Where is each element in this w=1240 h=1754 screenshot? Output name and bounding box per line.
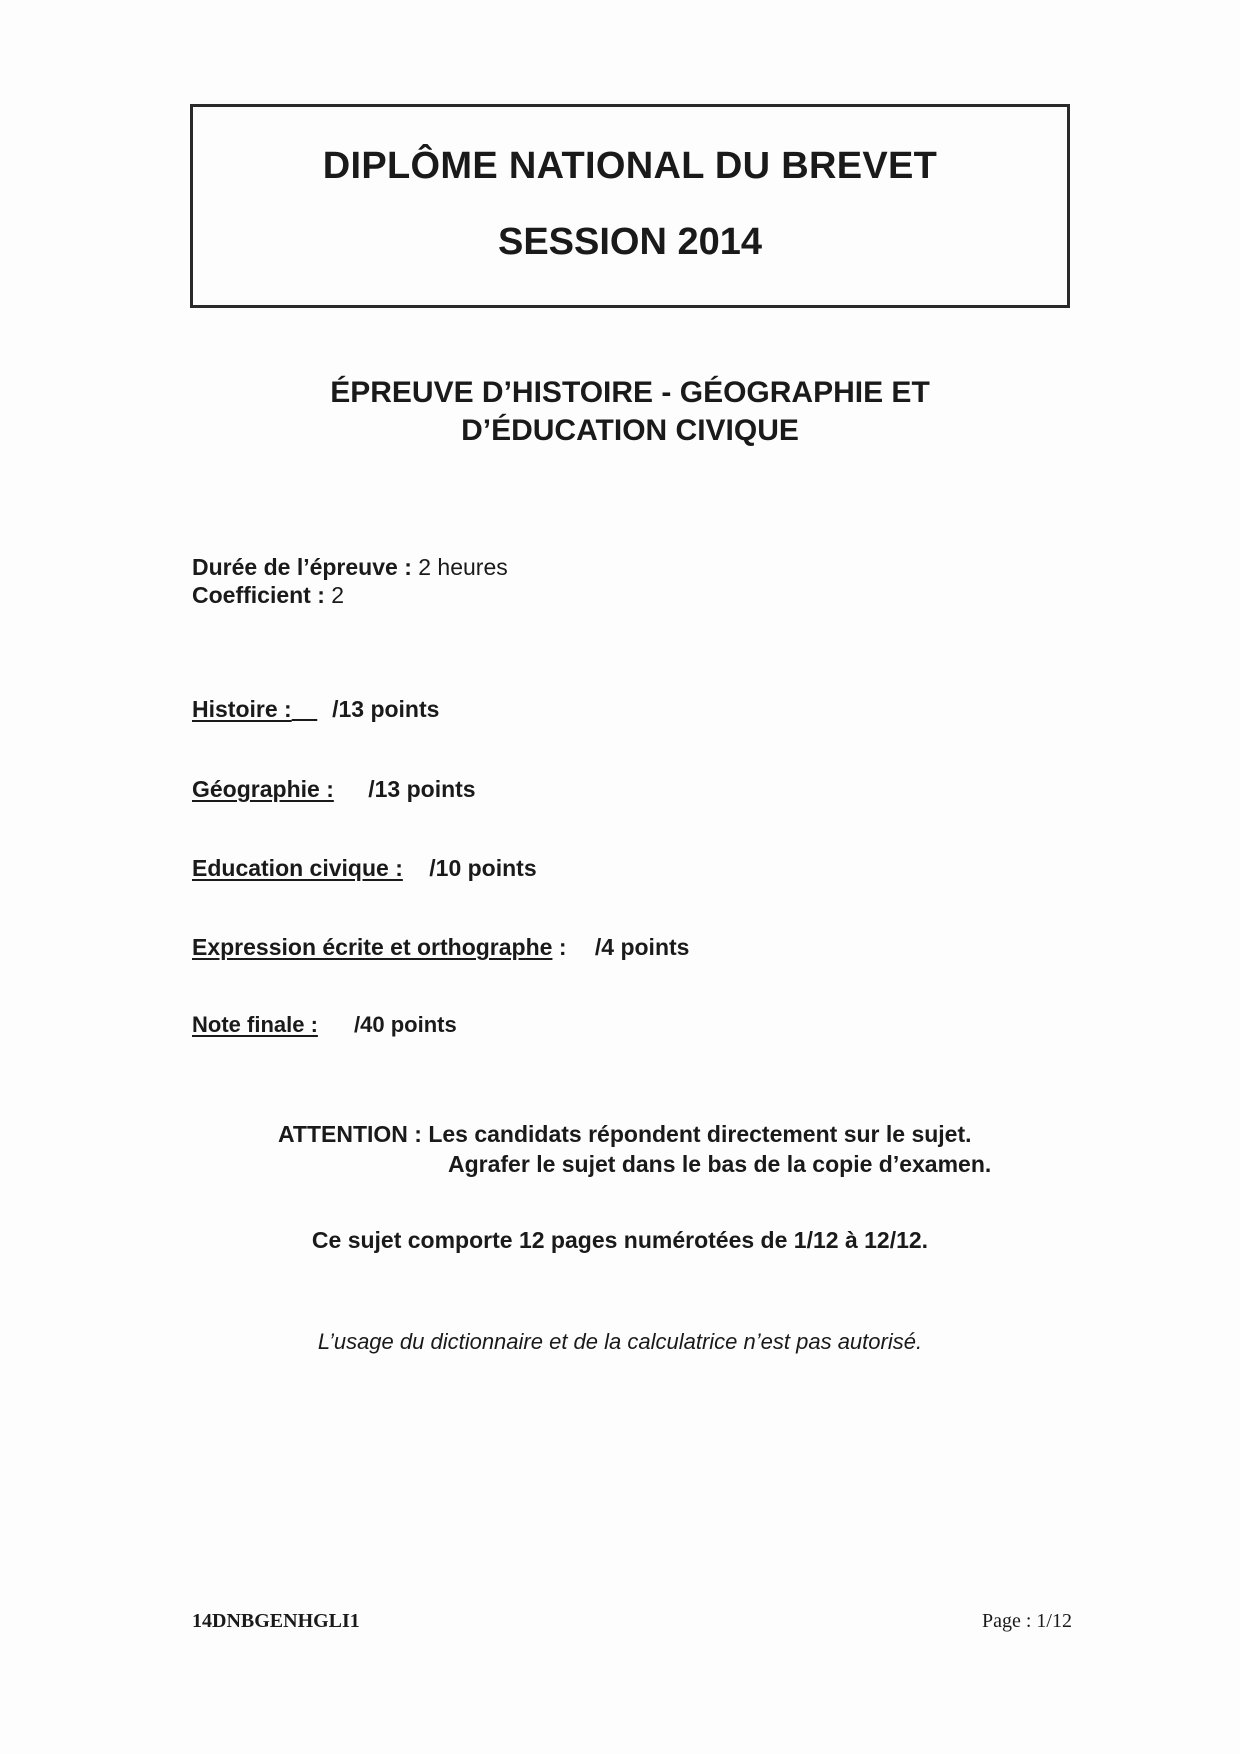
score-row-note-finale bbox=[192, 1012, 457, 1038]
score-row-histoire bbox=[192, 696, 439, 723]
coefficient-value: 2 bbox=[331, 582, 345, 608]
score-label: Géographie : bbox=[192, 776, 334, 802]
footer-code: 14DNBGENHGLI1 bbox=[192, 1610, 360, 1632]
score-label: Expression écrite et orthographe bbox=[192, 934, 553, 960]
duration-label: Durée de l’épreuve : bbox=[192, 554, 412, 580]
duration-value: 2 heures bbox=[418, 554, 508, 580]
footer-page-number: Page : 1/12 bbox=[982, 1610, 1072, 1632]
dictionary-note: L’usage du dictionnaire et de la calculatrice n’est pas autorisé. bbox=[317, 1329, 923, 1354]
exam-title-line1: ÉPREUVE D’HISTOIRE - GÉOGRAPHIE ET bbox=[330, 376, 930, 409]
score-value: /10 points bbox=[429, 855, 537, 881]
header-box bbox=[190, 104, 1070, 308]
score-row-education-civique bbox=[192, 855, 537, 882]
exam-title-line2: D’ÉDUCATION CIVIQUE bbox=[461, 414, 799, 447]
score-label: Note finale : bbox=[192, 1012, 318, 1037]
score-label: Education civique : bbox=[192, 855, 403, 881]
diploma-title: DIPLÔME NATIONAL DU BREVET bbox=[322, 145, 938, 187]
attention-line1: ATTENTION : Les candidats répondent directement sur le sujet. bbox=[278, 1121, 972, 1147]
score-value: /40 points bbox=[354, 1012, 457, 1037]
coefficient-label: Coefficient : bbox=[192, 582, 325, 608]
exam-title bbox=[190, 374, 1070, 450]
score-label-suffix: : bbox=[552, 934, 567, 960]
attention-line2: Agrafer le sujet dans le bas de la copie d’examen. bbox=[448, 1151, 992, 1177]
score-value: /13 points bbox=[368, 776, 476, 802]
duration-row bbox=[192, 553, 508, 581]
score-row-expression-ecrite bbox=[192, 934, 689, 961]
exam-info bbox=[192, 553, 508, 609]
coefficient-row bbox=[192, 581, 508, 609]
score-value: /13 points bbox=[332, 696, 440, 722]
score-row-geographie bbox=[192, 776, 476, 803]
score-label: Histoire : bbox=[192, 696, 292, 722]
score-value: /4 points bbox=[594, 934, 690, 960]
pages-note: Ce sujet comporte 12 pages numérotées de 1/12 à 12/12. bbox=[311, 1227, 929, 1253]
attention-notice bbox=[278, 1119, 991, 1179]
session-title: SESSION 2014 bbox=[497, 221, 763, 263]
